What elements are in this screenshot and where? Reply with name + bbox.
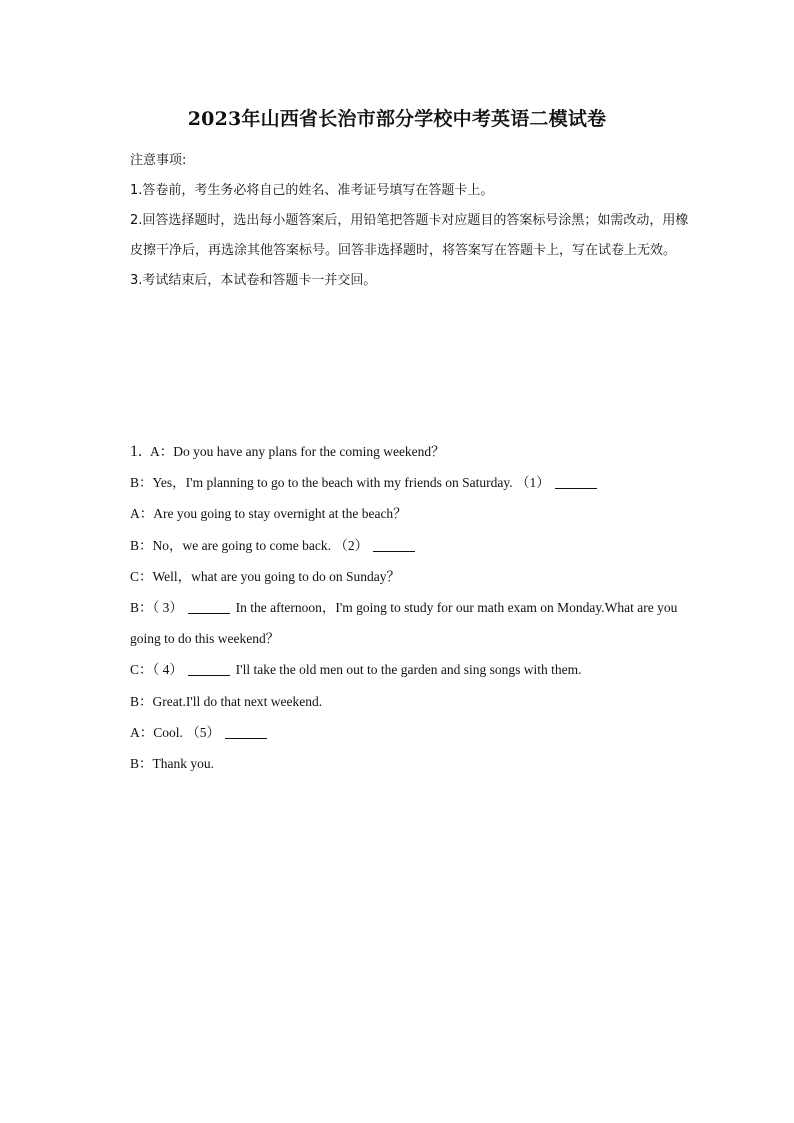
page-title: 2023年山西省长治市部分学校中考英语二模试卷 <box>187 108 607 130</box>
notes-section <box>130 146 700 296</box>
dialogue-text: C：（ 4） <box>130 662 183 678</box>
dialogue-text: B：Yes，I'm planning to go to the beach with my friends on Saturday. （1） <box>130 475 550 491</box>
dialogue-line-10 <box>130 748 700 779</box>
dialogue-text: B：No，we are going to come back. （2） <box>130 537 369 553</box>
notes-item-2: 2.回答选择题时，选出每小题答案后，用铅笔把答题卡对应题目的答案标号涂黑；如需改动，用橡皮擦干净后，再选涂其他答案标号。回答非选择题时，将答案写在答题卡上，写在试卷上无效。 <box>130 213 689 258</box>
dialogue-line-8 <box>130 686 700 717</box>
dialogue-line-4 <box>130 530 700 561</box>
dialogue-text: A：Do you have any plans for the coming weekend？ <box>150 444 445 459</box>
question-number: 1. <box>130 443 142 460</box>
dialogue-text: C：Well，what are you going to do on Sunday？ <box>130 568 401 584</box>
dialogue-line-6 <box>130 592 700 654</box>
dialogue-text: In the afternoon，I'm going to study for our math exam on Monday.What are you going to do this weekend？ <box>130 600 678 647</box>
answer-blank-4[interactable] <box>188 661 230 676</box>
dialogue-line-5 <box>130 561 700 592</box>
answer-blank-2[interactable] <box>373 537 415 552</box>
answer-blank-1[interactable] <box>555 474 597 489</box>
dialogue-text: I'll take the old men out to the garden and sing songs with them. <box>232 662 582 678</box>
dialogue-text: A：Are you going to stay overnight at the beach？ <box>130 506 407 522</box>
dialogue-line-7 <box>130 654 700 685</box>
notes-item-1: 1.答卷前，考生务必将自己的姓名、准考证号填写在答题卡上。 <box>130 183 494 198</box>
answer-blank-3[interactable] <box>188 599 230 614</box>
dialogue-line-3 <box>130 498 700 529</box>
dialogue-text: B：（ 3） <box>130 600 183 616</box>
answer-blank-5[interactable] <box>225 724 267 739</box>
question-1 <box>130 436 700 779</box>
dialogue-text: A：Cool. （5） <box>130 724 221 740</box>
dialogue-line-1 <box>130 436 700 467</box>
notes-item-3: 3.考试结束后，本试卷和答题卡一并交回。 <box>130 273 377 288</box>
dialogue-line-2 <box>130 467 700 498</box>
dialogue-line-9 <box>130 717 700 748</box>
dialogue-text: B：Thank you. <box>130 756 214 772</box>
dialogue-text: B：Great.I'll do that next weekend. <box>130 693 323 709</box>
notes-heading: 注意事项: <box>130 153 187 168</box>
